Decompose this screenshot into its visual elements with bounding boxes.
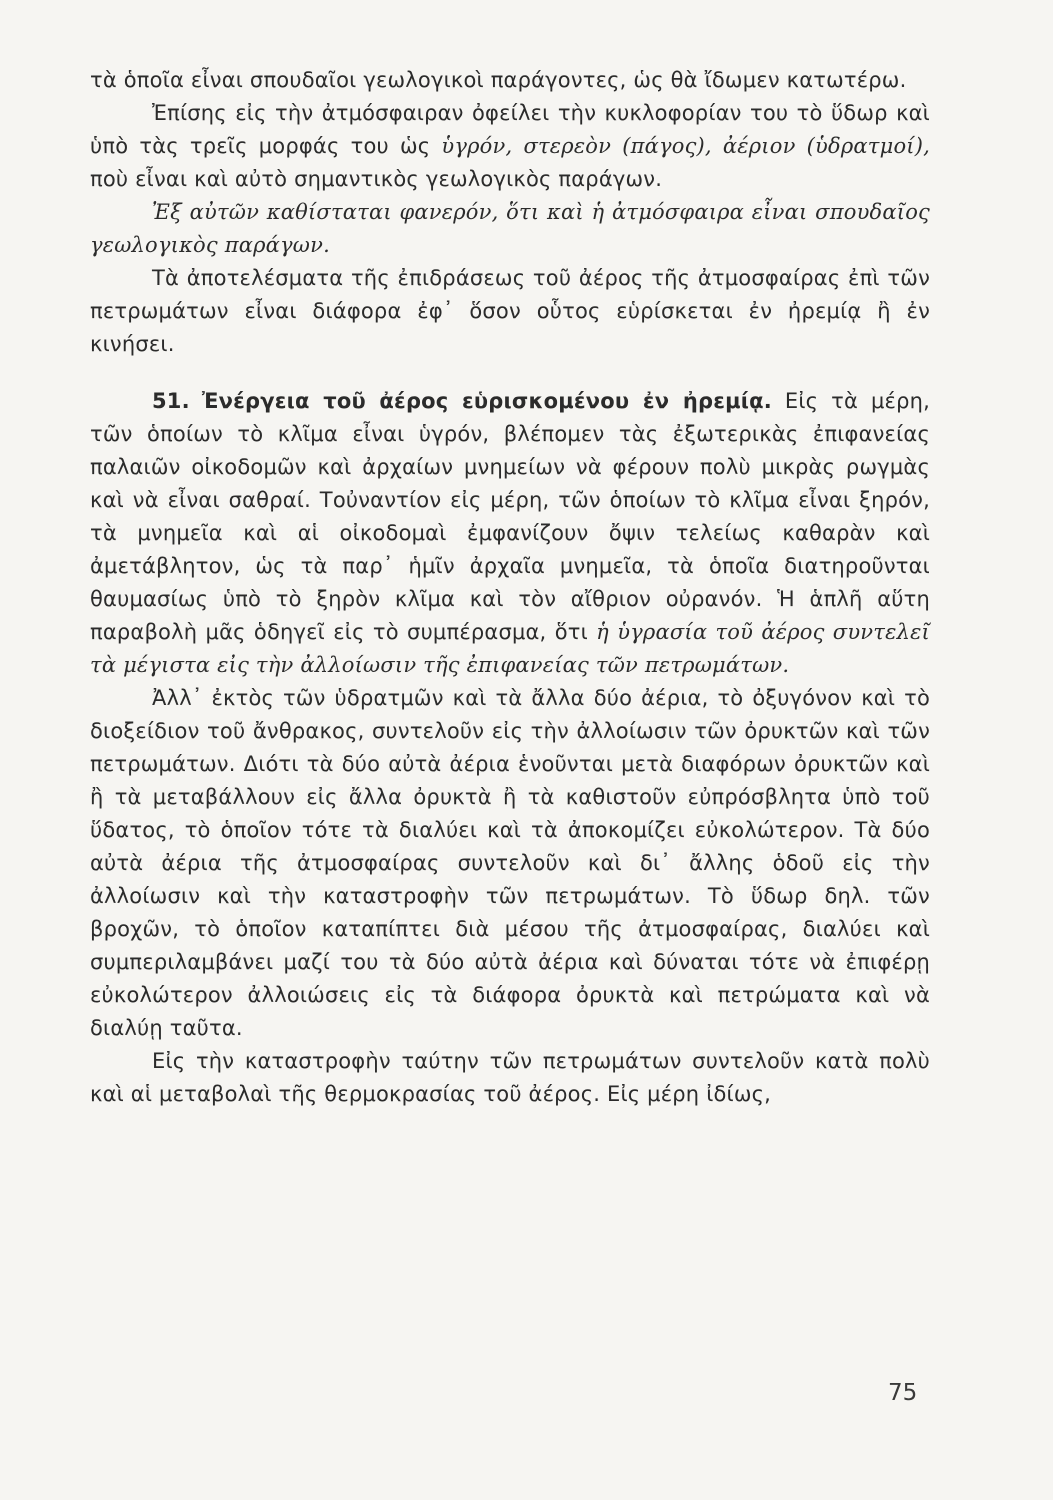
paragraph-1-text: τὰ ὁποῖα εἶναι σπουδαῖοι γεωλογικοὶ παράγοντες, ὡς θὰ ἴδωμεν κατωτέρω. xyxy=(90,68,907,92)
paragraph-6-text: Ἀλλ᾽ ἐκτὸς τῶν ὑδρατμῶν καὶ τὰ ἄλλα δύο ἀέρια, τὸ ὀξυγόνον καὶ τὸ διοξείδιον τοῦ ἄνθρακος, συντελοῦν εἰς τὴν ἀλλοίωσιν τῶν ὀρυκτῶν καὶ τῶν πετρωμάτων. Διότι τὰ δύο αὐτὰ ἀέρια ἑνοῦνται μετὰ διαφόρων ὀρυκτῶν καὶ ἢ τὰ μεταβάλλουν εἰς ἄλλα ὀρυκτὰ ἢ τὰ καθιστοῦν εὐπρόσβλητα ὑπὸ τοῦ ὕδατος, τὸ ὁποῖον τότε τὰ διαλύει καὶ τὰ ἀποκομίζει εὐκολώτερον. Τὰ δύο αὐτὰ ἀέρια τῆς ἀτμοσφαίρας συντελοῦν καὶ δι᾽ ἄλλης ὁδοῦ εἰς τὴν ἀλλοίωσιν καὶ τὴν καταστροφὴν τῶν πετρωμάτων. Τὸ ὕδωρ δηλ. τῶν βροχῶν, τὸ ὁποῖον καταπίπτει διὰ μέσου τῆς ἀτμοσφαίρας, διαλύει καὶ συμπεριλαμβάνει μαζί του τὰ δύο αὐτὰ ἀέρια καὶ δύναται τότε νὰ ἐπιφέρῃ εὐκολώτερον ἀλλοιώσεις εἰς τὰ διάφορα ὀρυκτὰ καὶ πετρώματα καὶ νὰ διαλύῃ ταῦτα. xyxy=(90,686,930,1040)
page-body xyxy=(90,64,930,1111)
paragraph-2-italic: ὑγρόν, στερεὸν (πάγος), ἀέριον (ὑδρατμοί), xyxy=(441,134,930,158)
paragraph-2 xyxy=(90,97,930,196)
paragraph-1 xyxy=(90,64,930,97)
paragraph-7 xyxy=(90,1045,930,1111)
section-51-italic: ἡ ὑγρασία τοῦ ἀέρος συντελεῖ τὰ μέγιστα εἰς τὴν ἀλλοίωσιν τῆς ἐπιφανείας τῶν πετρωμάτων. xyxy=(90,620,930,677)
paragraph-6 xyxy=(90,682,930,1045)
paragraph-7-text: Εἰς τὴν καταστροφὴν ταύτην τῶν πετρωμάτων συντελοῦν κατὰ πολὺ καὶ αἱ μεταβολαὶ τῆς θερμοκρασίας τοῦ ἀέρος. Εἰς μέρη ἰδίως, xyxy=(90,1049,930,1106)
section-51-text: Εἰς τὰ μέρη, τῶν ὁποίων τὸ κλῖμα εἶναι ὑγρόν, βλέπομεν τὰς ἐξωτερικὰς ἐπιφανείας παλαιῶν οἰκοδομῶν καὶ ἀρχαίων μνημείων νὰ φέρουν πολὺ μικρὰς ρωγμὰς καὶ νὰ εἶναι σαθραί. Τοὐναντίον εἰς μέρη, τῶν ὁποίων τὸ κλῖμα εἶναι ξηρόν, τὰ μνημεῖα καὶ αἱ οἰκοδομαὶ ἐμφανίζουν ὄψιν τελείως καθαρὰν καὶ ἀμετάβλητον, ὡς τὰ παρ᾽ ἡμῖν ἀρχαῖα μνημεῖα, τὰ ὁποῖα διατηροῦνται θαυμασίως ὑπὸ τὸ ξηρὸν κλῖμα καὶ τὸν αἴθριον οὐρανόν. Ἡ ἁπλῆ αὕτη παραβολὴ μᾶς ὁδηγεῖ εἰς τὸ συμπέρασμα, ὅτι xyxy=(90,389,930,644)
paragraph-2-text-b: ποὺ εἶναι καὶ αὐτὸ σημαντικὸς γεωλογικὸς παράγων. xyxy=(90,167,663,191)
section-title: Ἐνέργεια τοῦ ἀέρος εὑρισκομένου ἐν ἠρεμίᾳ. xyxy=(201,389,772,413)
paragraph-4 xyxy=(90,262,930,361)
paragraph-2-text-a: Ἐπίσης εἰς τὴν ἀτμόσφαιραν ὀφείλει τὴν κυκλοφορίαν του τὸ ὕδωρ καὶ ὑπὸ τὰς τρεῖς μορφάς του ὡς xyxy=(90,101,930,158)
section-number: 51. xyxy=(152,389,190,413)
section-gap xyxy=(90,361,930,385)
paragraph-4-text: Τὰ ἀποτελέσματα τῆς ἐπιδράσεως τοῦ ἀέρος τῆς ἀτμοσφαίρας ἐπὶ τῶν πετρωμάτων εἶναι διάφορα ἐφ᾽ ὅσον οὗτος εὑρίσκεται ἐν ἠρεμίᾳ ἢ ἐν κινήσει. xyxy=(90,266,930,356)
paragraph-3-italic: Ἐξ αὐτῶν καθίσταται φανερόν, ὅτι καὶ ἡ ἀτμόσφαιρα εἶναι σπουδαῖος γεωλογικὸς παράγων. xyxy=(90,200,930,257)
page-number: 75 xyxy=(888,1380,918,1406)
paragraph-3 xyxy=(90,196,930,262)
section-51-paragraph xyxy=(90,385,930,682)
